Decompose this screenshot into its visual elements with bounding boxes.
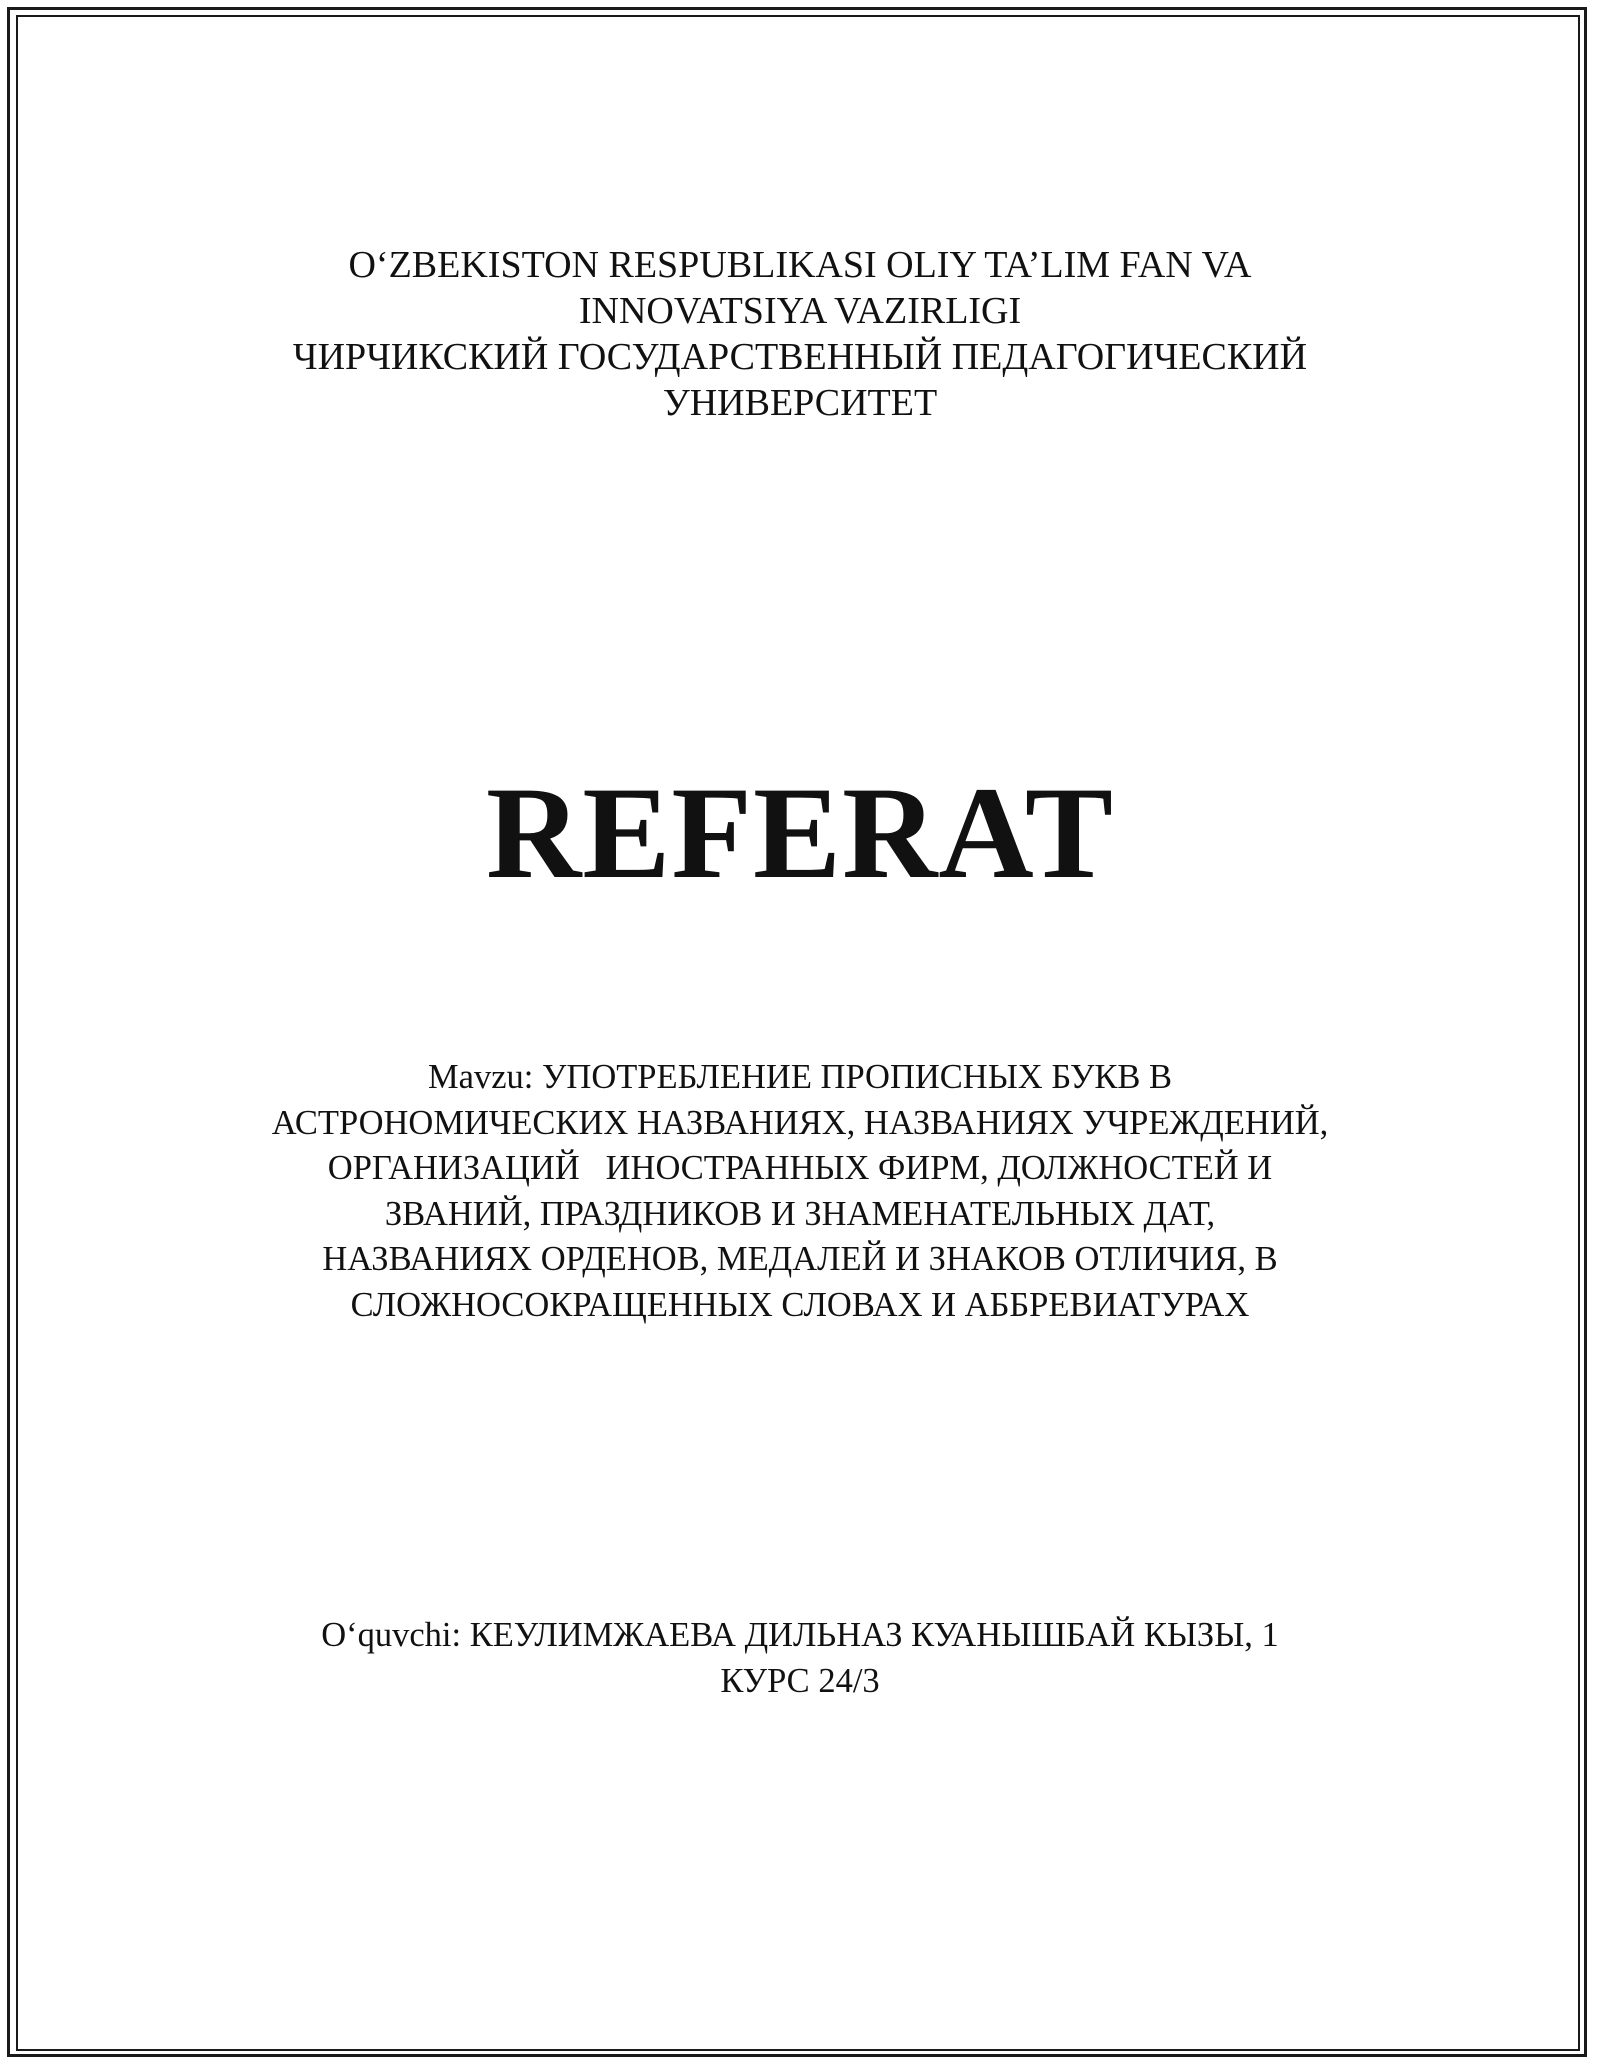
- header-line: ЧИРЧИКСКИЙ ГОСУДАРСТВЕННЫЙ ПЕДАГОГИЧЕСКИЙ: [292, 336, 1308, 378]
- topic-line: АСТРОНОМИЧЕСКИХ НАЗВАНИЯХ, НАЗВАНИЯХ УЧРЕЖДЕНИЙ,: [271, 1103, 1329, 1142]
- topic-line: ЗВАНИЙ, ПРАЗДНИКОВ И ЗНАМЕНАТЕЛЬНЫХ ДАТ,: [384, 1194, 1216, 1233]
- topic-line: СЛОЖНОСОКРАЩЕННЫХ СЛОВАХ И АББРЕВИАТУРАХ: [350, 1285, 1250, 1324]
- topic-block: [0, 1055, 1600, 1328]
- student-info: [0, 1612, 1600, 1704]
- student-line: O‘quvchi: КЕУЛИМЖАЕВА ДИЛЬНАЗ КУАНЫШБАЙ КЫЗЫ, 1: [321, 1616, 1279, 1654]
- header-line: O‘ZBEKISTON RESPUBLIKASI OLIY TA’LIM FAN VA: [348, 244, 1252, 286]
- topic-line: НАЗВАНИЯХ ОРДЕНОВ, МЕДАЛЕЙ И ЗНАКОВ ОТЛИЧИЯ, В: [322, 1240, 1278, 1278]
- student-line: КУРС 24/3: [720, 1662, 880, 1700]
- header-line: УНИВЕРСИТЕТ: [662, 382, 938, 424]
- header-line: INNOVATSIYA VAZIRLIGI: [578, 290, 1022, 332]
- institution-header: [0, 242, 1600, 426]
- topic-line: Mavzu: УПОТРЕБЛЕНИЕ ПРОПИСНЫХ БУКВ В: [427, 1058, 1173, 1096]
- topic-line: ОРГАНИЗАЦИЙ ИНОСТРАННЫХ ФИРМ, ДОЛЖНОСТЕЙ И: [327, 1149, 1273, 1187]
- document-title: REFERAT: [486, 759, 1114, 906]
